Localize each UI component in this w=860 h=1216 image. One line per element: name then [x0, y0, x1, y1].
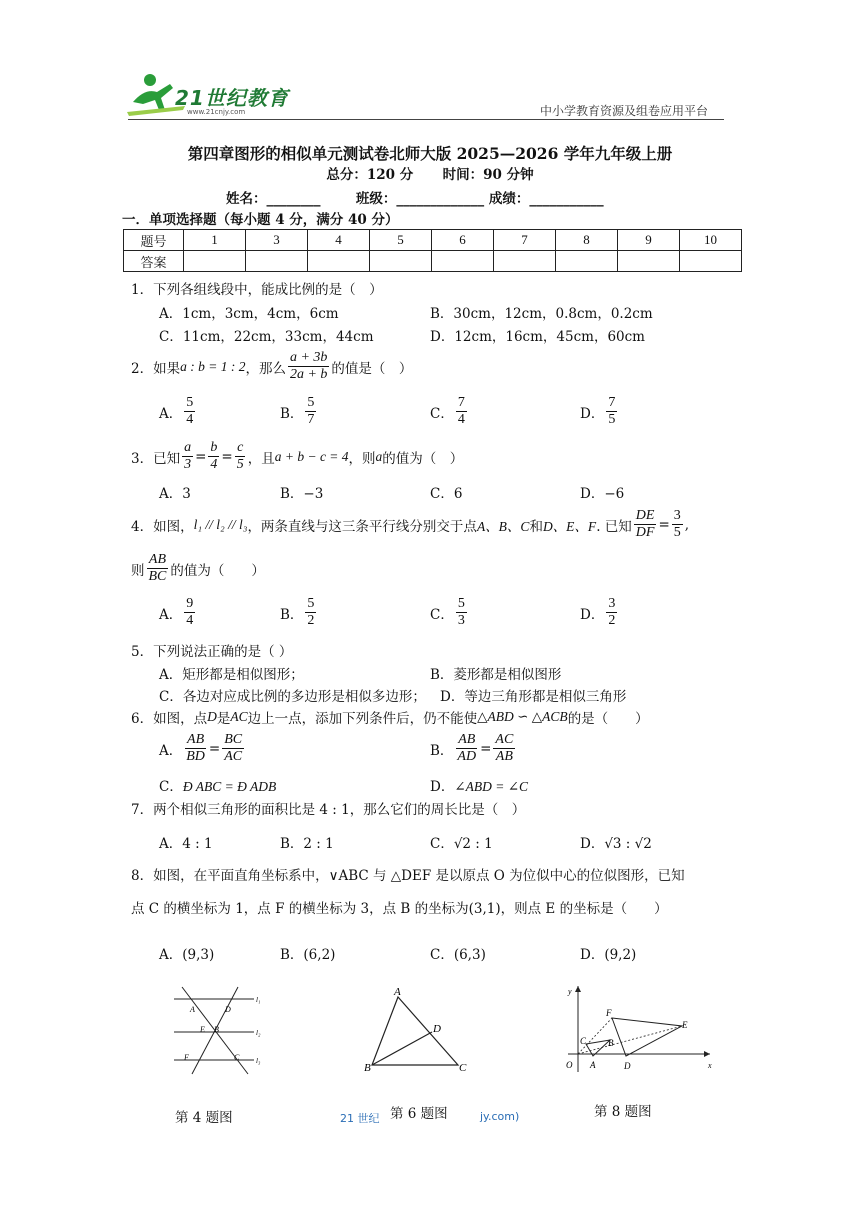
- q4-lines: l₁ // l₂ // l₃: [193, 516, 248, 532]
- q4-text: 4．如图，: [131, 518, 194, 535]
- logo-url: www.21cnjy.com: [187, 108, 246, 116]
- table-cell: 6: [432, 230, 494, 251]
- answer-cell[interactable]: [432, 251, 494, 272]
- svg-text:C: C: [580, 1036, 587, 1046]
- q4-stem-line1: 4．如图， l₁ // l₂ // l₃ ，两条直线与这三条平行线分别交于点 A、B、C 和 D、E、F . 已知 $\frac{DE}{DF}$ = $\frac{3}{5}$ ,: [131, 508, 690, 540]
- q4-option-a: A． $\frac{9}{4}$: [159, 596, 194, 628]
- q6-similarity: △ABD ∽ △ACB: [477, 709, 568, 724]
- svg-text:A: A: [190, 1005, 195, 1014]
- q7-option-b: B．2 : 1: [280, 836, 334, 852]
- table-row: [124, 251, 742, 272]
- table-cell: 10: [680, 230, 742, 251]
- q3-text: 的值为（ ）: [382, 450, 464, 467]
- svg-text:C: C: [459, 1062, 467, 1074]
- svg-text:F: F: [184, 1053, 189, 1062]
- svg-text:C: C: [234, 1053, 240, 1062]
- q8-option-b: B．(6,2): [280, 947, 336, 963]
- answer-cell[interactable]: [494, 251, 556, 272]
- score-line: [0, 163, 860, 183]
- q6-text: 的是（ ）: [567, 711, 649, 727]
- q6-segment: AC: [230, 709, 248, 724]
- answer-cell[interactable]: [246, 251, 308, 272]
- name-field: 姓名：________: [226, 191, 321, 207]
- table-cell: 7: [494, 230, 556, 251]
- q2-option-d: D． $\frac{7}{5}$: [580, 395, 616, 427]
- q3-condition: a + b − c = 4: [274, 448, 349, 464]
- q8-option-c: C．(6,3): [430, 947, 486, 963]
- q1-option-d: D．12cm，16cm，45cm，60cm: [430, 329, 645, 345]
- q1-option-c: C．11cm，22cm，33cm，44cm: [159, 329, 374, 345]
- q2-text: 2．如果: [131, 360, 181, 377]
- table-cell: 4: [308, 230, 370, 251]
- answer-cell[interactable]: [618, 251, 680, 272]
- svg-text:y: y: [568, 987, 572, 996]
- q3-option-b: B．−3: [280, 486, 324, 502]
- svg-text:A: A: [590, 1060, 596, 1070]
- answer-cell[interactable]: [308, 251, 370, 272]
- q5-stem: 5．下列说法正确的是（ ）: [131, 644, 293, 660]
- q3-var: a: [375, 448, 383, 464]
- class-field: 班级：_____________: [355, 191, 485, 207]
- svg-text:B: B: [214, 1025, 219, 1034]
- q5-option-d: D．等边三角形都是相似三角形: [440, 689, 627, 705]
- answer-cell[interactable]: [680, 251, 742, 272]
- q2-fraction: $\frac{a + 3b}{2a + b}$: [289, 350, 328, 382]
- footer-watermark-right: jy.com): [480, 1110, 520, 1123]
- q1-option-a: A．1cm，3cm，4cm，6cm: [159, 306, 339, 322]
- svg-text:l₃: l₃: [256, 1057, 261, 1065]
- figure-4-caption: 第 4 题图: [175, 1110, 233, 1126]
- section-heading: 一．单项选择题（每小题 4 分，满分 40 分）: [122, 212, 399, 228]
- q5-option-b: B．菱形都是相似图形: [430, 667, 562, 683]
- grade-field: 成绩：___________: [488, 191, 604, 207]
- answer-cell[interactable]: [370, 251, 432, 272]
- q4-text: ，两条直线与这三条平行线分别交于点: [247, 518, 477, 535]
- q4-points: A、B、C: [476, 518, 530, 534]
- q8-stem-line1: 8．如图，在平面直角坐标系中，∨ABC 与 △DEF 是以原点 O 为位似中心的位似图形，已知: [131, 868, 685, 884]
- svg-text:B: B: [608, 1038, 614, 1048]
- q7-option-d: D．√3 : √2: [580, 836, 652, 852]
- q2-stem: [131, 350, 412, 383]
- svg-text:l₁: l₁: [256, 996, 261, 1004]
- q8-stem-line2: 点 C 的横坐标为 1，点 F 的横坐标为 3，点 B 的坐标为(3,1)，则点 E 的坐标是（ ）: [131, 901, 668, 917]
- logo-text: 21世纪教育: [175, 86, 289, 110]
- q6-text: 是: [216, 711, 231, 727]
- svg-text:E: E: [200, 1025, 205, 1034]
- q1-option-b: B．30cm，12cm，0.8cm，0.2cm: [430, 306, 653, 322]
- q6-stem: [131, 707, 649, 727]
- q2-ratio: a : b = 1 : 2: [180, 358, 246, 374]
- table-cell: 8: [556, 230, 618, 251]
- table-cell: 3: [246, 230, 308, 251]
- table-cell: 5: [370, 230, 432, 251]
- q4-option-c: C． $\frac{5}{3}$: [430, 596, 465, 628]
- q8-option-a: A．(9,3): [159, 947, 215, 963]
- svg-text:D: D: [624, 1061, 631, 1071]
- header-divider: [128, 119, 724, 120]
- q3-option-a: A．3: [159, 486, 191, 502]
- page-title: 第四章图形的相似单元测试卷北师大版 2025—2026 学年九年级上册: [187, 144, 673, 163]
- q5-option-c: C．各边对应成比例的多边形是相似多边形；: [159, 689, 426, 705]
- q3-option-c: C．6: [430, 486, 463, 502]
- q6-point: D: [207, 709, 217, 724]
- q2-option-a: A． $\frac{5}{4}$: [159, 395, 194, 427]
- q7-option-c: C．√2 : 1: [430, 836, 493, 852]
- answer-cell[interactable]: [184, 251, 246, 272]
- platform-name: 中小学教育资源及组卷应用平台: [540, 104, 709, 118]
- q2-option-b: B． $\frac{5}{7}$: [280, 395, 315, 427]
- parallel-lines-diagram: [170, 982, 270, 1077]
- q4-text: 和: [529, 518, 543, 535]
- q4-option-d: D． $\frac{3}{2}$: [580, 596, 616, 628]
- svg-text:B: B: [364, 1062, 371, 1074]
- q6-option-c: C．Ð ABC = Ð ADB: [159, 779, 277, 795]
- q6-option-b: B． $\frac{AB}{AD}$ = $\frac{AC}{AB}$: [430, 732, 514, 764]
- q2-text: 的值是（ ）: [331, 360, 413, 377]
- svg-text:E: E: [682, 1020, 688, 1030]
- q4-text: 则: [131, 562, 145, 579]
- q4-points: D、E、F: [542, 518, 597, 534]
- q3-stem: 3．已知 $\frac{a}{3}$ = $\frac{b}{4}$ = $\frac{c}{5}$ ，且 a + b − c = 4 ，则 a 的值为（ ）: [131, 440, 464, 472]
- q2-option-c: C． $\frac{7}{4}$: [430, 395, 465, 427]
- q6-option-a: A． $\frac{AB}{BD}$ = $\frac{BC}{AC}$: [159, 732, 243, 764]
- q6-text: 6．如图，点: [131, 711, 208, 727]
- svg-text:O: O: [566, 1060, 573, 1070]
- q4-text: 的值为（ ）: [170, 562, 265, 579]
- q3-option-d: D．−6: [580, 486, 625, 502]
- total-score: 总分：120 分: [326, 167, 414, 183]
- table-row: [124, 230, 742, 251]
- q6-option-d: D．∠ABD = ∠C: [430, 779, 529, 795]
- q7-option-a: A．4 : 1: [159, 836, 213, 852]
- svg-text:D: D: [433, 1023, 441, 1035]
- q3-text: ，则: [348, 450, 376, 467]
- table-cell: 9: [618, 230, 680, 251]
- q4-stem-line2: 则 $\frac{AB}{BC}$ 的值为（ ）: [131, 552, 265, 584]
- coordinate-diagram: [560, 982, 720, 1077]
- q3-text: 3．已知: [131, 450, 181, 467]
- q5-option-a: A．矩形都是相似图形；: [159, 667, 304, 683]
- svg-text:A: A: [394, 986, 401, 998]
- q4-option-b: B． $\frac{5}{2}$: [280, 596, 315, 628]
- table-cell: 答案: [124, 251, 184, 272]
- table-cell: 题号: [124, 230, 184, 251]
- answer-table: [123, 229, 742, 272]
- figure-6-caption: 第 6 题图: [390, 1106, 448, 1122]
- q6-text: 边上一点，添加下列条件后，仍不能使: [247, 711, 478, 727]
- info-line: [226, 187, 604, 207]
- answer-cell[interactable]: [556, 251, 618, 272]
- triangle-abc-diagram: [362, 985, 472, 1075]
- logo: [125, 70, 295, 120]
- q2-text: ，那么: [245, 360, 286, 377]
- svg-text:D: D: [225, 1005, 231, 1014]
- figure-8-caption: 第 8 题图: [594, 1104, 652, 1120]
- q8-option-d: D．(9,2): [580, 947, 637, 963]
- q7-stem: 7．两个相似三角形的面积比是 4 : 1，那么它们的周长比是（ ）: [131, 802, 526, 818]
- q4-text: . 已知: [596, 518, 632, 535]
- svg-text:F: F: [606, 1008, 612, 1018]
- figure-8: [560, 982, 720, 1081]
- table-cell: 1: [184, 230, 246, 251]
- figure-4: [170, 982, 270, 1081]
- svg-text:x: x: [708, 1061, 712, 1070]
- figure-6: [362, 985, 472, 1079]
- time-limit: 时间：90 分钟: [442, 167, 534, 183]
- q3-text: ，且: [247, 450, 275, 467]
- footer-watermark-left: 21 世纪: [340, 1112, 380, 1125]
- svg-text:l₂: l₂: [256, 1029, 261, 1037]
- q1-stem: 1．下列各组线段中，能成比例的是（ ）: [131, 282, 383, 298]
